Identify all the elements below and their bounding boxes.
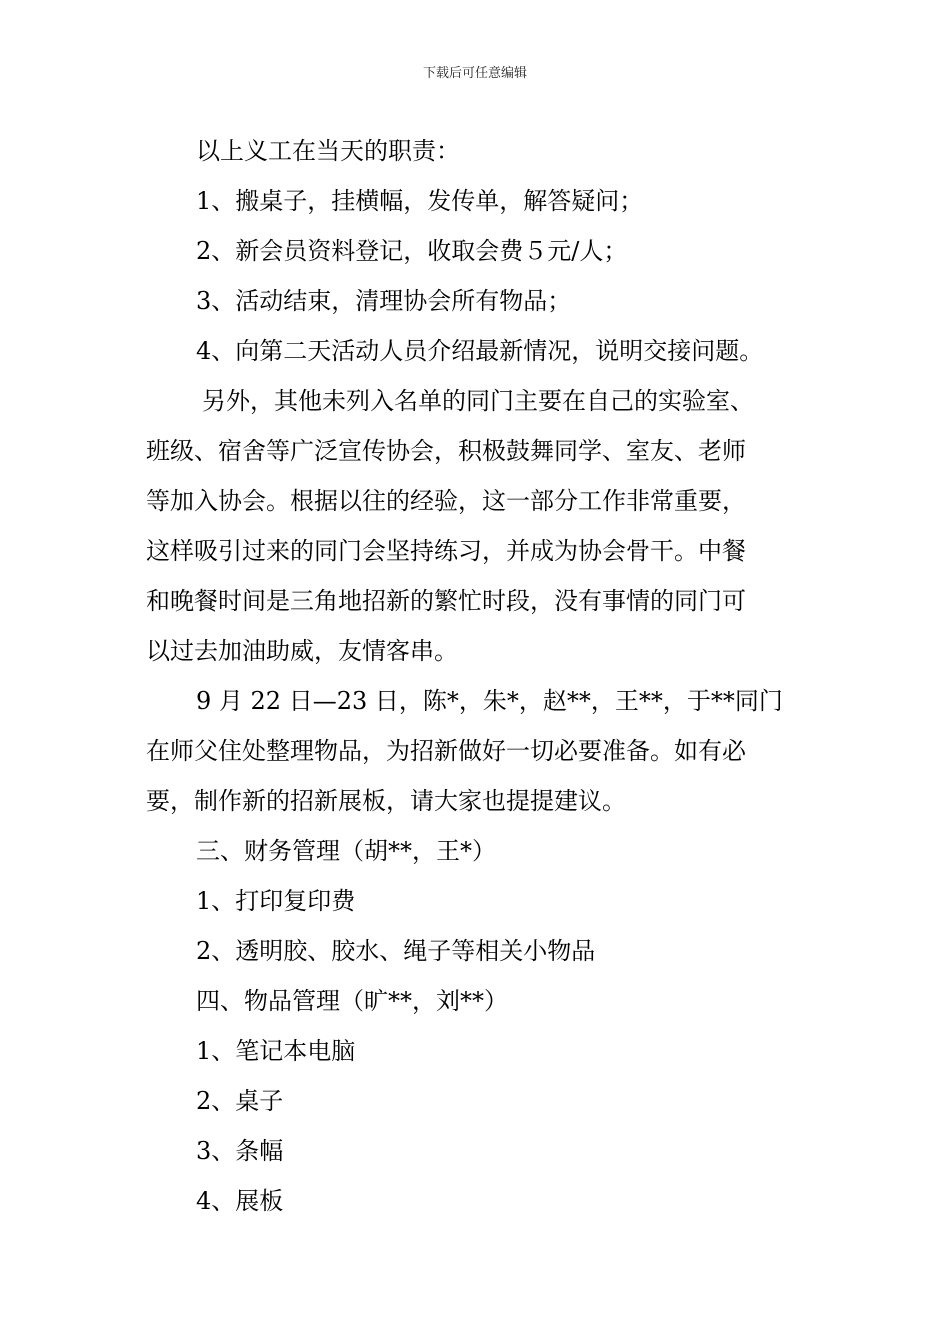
duties-intro: 以上义工在当天的职责： — [196, 137, 460, 165]
paragraph-preparation — [146, 676, 810, 826]
paragraph-line: 以过去加油助威，友情客串。 — [146, 637, 458, 665]
goods-item: 4、展板 — [196, 1187, 284, 1215]
section-heading-finance: 三、财务管理（胡**，王*） — [196, 837, 496, 865]
paragraph-line: 班级、宿舍等广泛宣传协会，积极鼓舞同学、室友、老师 — [146, 437, 746, 465]
document-body — [146, 126, 810, 1226]
duty-item: 2、新会员资料登记，收取会费５元/人； — [196, 237, 628, 265]
duty-item: 1、搬桌子，挂横幅，发传单，解答疑问； — [196, 187, 644, 215]
paragraph-line: 另外，其他未列入名单的同门主要在自己的实验室、 — [202, 387, 754, 415]
goods-item: 3、条幅 — [196, 1137, 284, 1165]
duty-item: 3、活动结束，清理协会所有物品； — [196, 287, 572, 315]
section-heading-goods: 四、物品管理（旷**，刘**） — [196, 987, 508, 1015]
finance-item: 1、打印复印费 — [196, 887, 356, 915]
goods-item: 2、桌子 — [196, 1087, 284, 1115]
paragraph-line: 这样吸引过来的同门会坚持练习，并成为协会骨干。中餐 — [146, 537, 746, 565]
paragraph-line: 9 月 22 日—23 日，陈*，朱*，赵**，王**，于**同门 — [196, 687, 783, 715]
paragraph-line: 在师父住处整理物品，为招新做好一切必要准备。如有必 — [146, 737, 746, 765]
finance-item: 2、透明胶、胶水、绳子等相关小物品 — [196, 937, 596, 965]
paragraph-line: 和晚餐时间是三角地招新的繁忙时段，没有事情的同门可 — [146, 587, 746, 615]
paragraph-line: 要，制作新的招新展板，请大家也提提建议。 — [146, 787, 626, 815]
paragraph-line: 等加入协会。根据以往的经验，这一部分工作非常重要， — [146, 487, 746, 515]
paragraph-other-members — [146, 376, 810, 676]
duty-item: 4、向第二天活动人员介绍最新情况，说明交接问题。 — [196, 337, 764, 365]
header-note: 下载后可任意编辑 — [422, 66, 527, 81]
goods-item: 1、笔记本电脑 — [196, 1037, 356, 1065]
